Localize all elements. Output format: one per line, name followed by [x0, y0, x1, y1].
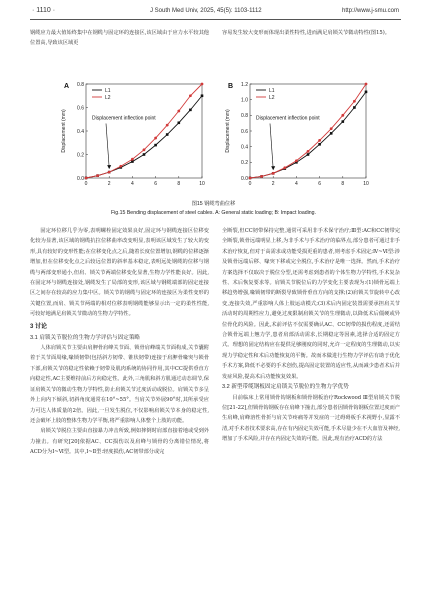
data-point-l1: [330, 132, 333, 135]
x-tick-label: 10: [199, 181, 205, 187]
paragraph: 人体肩锁关节主要由肩胛骨肩峰关节面、锁骨肩峰端关节面构成,关节囊附着于关节面周缘,喙锁韧带(包括斜方韧带、锥状韧带)连接于肩胛骨喙突与锁骨下部,肩锁关节的稳定性依赖于韧带及肌肉系统的协同作用,其中CC提供垂直方向稳定性,AC主要维持前后方向稳定性。此外,三角肌和斜方肌通过动态调节,保证肩锁关节的微动生物力学特性,防止肩锁关节过度活动或脱位。肩锁关节多呈外上向内下倾斜,切斜角度通常在10°~55°。当肩关节外展90°时,其所承受应力可达人体质量的2倍。因此,一旦发生脱位,不仅影响肩锁关节本身的稳定性,还会破坏上肢的整体生物力学平衡,将严重影响人体整个上肢的功能。: [30, 345, 209, 424]
paragraph: 目前临床上常用锁骨钩钢板和锁骨钢板治疗Rockwood Ⅲ型肩锁关节脱位[21-22],但锁骨钩钢板存在肩峰下撞击,部分患者因锁骨钩钢板位置过度而产生肩峰,肩峰溶性骨折与肩关节疼痛等并发症的一过碍碍板手术视野小,显露不清,对手术者技术要求高,存在有内固定失效可能,手术尽量少在不大血管及神经,增加了手术风险,并存在内固定失效的可能。因此,现有治疗ACD的方法: [222, 394, 400, 443]
data-point-l2: [201, 83, 204, 86]
data-point-l1: [131, 160, 134, 163]
data-point-l2: [353, 100, 356, 103]
legend-label: L2: [105, 94, 111, 101]
section-heading-discussion: 3 讨论: [30, 323, 48, 330]
x-tick-label: 2: [271, 181, 275, 187]
data-point-l2: [108, 171, 111, 174]
paragraph: 肩锁关节脱位主要由直接暴力冲击所致,例如摔倒时肩部直接着地或受到外力撞击。有研究[20]依据AC、CC损伤以及肩峰与锁骨的分离错位情况,将ACD分为Ⅰ~Ⅵ型。其中,Ⅰ~Ⅱ型:轻度损伤,AC韧带部分或完: [30, 428, 209, 456]
data-point-l1: [353, 106, 356, 109]
x-tick-label: 2: [107, 181, 111, 187]
data-point-l1: [201, 94, 204, 97]
data-point-l2: [249, 177, 252, 180]
data-point-l2: [260, 175, 263, 178]
data-point-l2: [341, 114, 344, 117]
data-point-l1: [318, 143, 321, 146]
legend-label: L1: [269, 87, 275, 94]
series-line-l2: [250, 84, 366, 178]
y-tick-label: 0.6: [241, 128, 248, 135]
journal-url[interactable]: http://www.j-smu.com: [341, 8, 399, 14]
paragraph: 钢缆应力最大值始终集中在钢缆与固定环的连接区,该区域由于应力水平较其他位置高,导致该区域更: [30, 30, 209, 47]
data-point-l2: [177, 110, 180, 113]
y-tick-label: 0.4: [77, 128, 84, 135]
y-axis-label: Displacement (mm): [61, 109, 67, 153]
x-tick-label: 0: [248, 181, 252, 187]
data-point-l1: [189, 109, 192, 112]
annotation-arrow: [106, 123, 109, 168]
y-tick-label: 0.8: [77, 81, 84, 88]
annotation-label: Displacement inflection point: [256, 115, 320, 122]
y-tick-label: 0.2: [77, 152, 84, 159]
subsection-heading-3-1: 3.1 肩锁关节脱位的生物力学评估与固定策略: [30, 334, 141, 341]
y-tick-label: 1.0: [241, 97, 248, 104]
paragraph: 全断裂,但CC韧带保持完整,通常可采用非手术保守治疗;Ⅲ型:AC和CC韧带完全断裂,锁骨远端明显上移,为非手术与手术治疗的临界点,部分患者可通过非手术治疗恢复,但对于高需求或功能受损更重的患者,则考虑手术固定;Ⅳ~Ⅵ型:涉及锁骨远端后移、喙突下移或完全脱位,手术治疗是唯一选择。然而,手术治疗方案选择不仅取决于脱位分型,还需考虑到患者的个体生物力学特性,手术复杂性、术后恢复要求等。肩锁关节脱位后的力学变化主要表现为:(1)锁骨远端上移趋势增强,喙锁韧带的断裂导致锁骨垂直方向的支撑;(2)肩锁关节旋转中心改变,连接失效,严重影响人体上肢运动模式;(3)术后内固定装置需要承担肩关节活动时的周期性应力,避免过度限制肩锁关节的生理微动,以降低术后僵硬或异位骨化的风险。因此,术前评估不仅需要确认AC、CC韧带的损伤程度,还需结合锁骨远端上翘力学,患者肩部活动需求,长期稳定等因素,选择合适的固定方式。理想的固定结构应在提供足够刚度的同时,允许一定程度的生理微动,以实现力学稳定性和术后功能恢复的平衡。故而本做进行生物力学评估有助于优化手术方案,降低不必要的手术创伤,提高固定装置的适应性,从而减少患者术后并发症风险,提高术后功能恢复效果。: [222, 228, 400, 380]
data-point-l2: [96, 174, 99, 177]
x-tick-label: 0: [84, 181, 88, 187]
page-number: · 1110 ·: [32, 7, 56, 14]
y-tick-label: 0.0: [241, 175, 248, 182]
data-point-l1: [342, 120, 345, 123]
chart-panel-a: [58, 78, 208, 198]
annotation-arrowhead: [271, 166, 275, 170]
data-point-l1: [154, 144, 157, 147]
right-column: [222, 226, 400, 445]
x-tick-label: 4: [295, 181, 298, 187]
x-tick-label: 10: [363, 181, 369, 187]
paragraph: 固定环位移几乎为零,表明螺栓固定效果良好,固定环与钢缆连接区位移变化较为显著,该区域的钢缆抗拉位移曲率改变明显,表明该区域发生了较大的变形,具有较好的变形性能;在位移变化点之后,随着长度位置增加,钢缆的位移逐渐增加,但在位移变化点之后较远位置的斜率基本稳定,表明远处钢缆的位移与钢缆与两部变形通小,但肩、锁关节两端位移变化显著,生物力学性能良好。因此,在固定环与钢缆连接处,钢缆发生了局部的变形,该区域与钢缆端部的固定连接区之间存在较高的应力集中区。锁关节的钢缆与固定环的连接区为柔性变形的关键位置,而肩、锁关节两端的相对位移表明钢缆能够显示出一定的柔性性能,可较好地满足肩锁关节微动的生物力学特性。: [30, 228, 209, 318]
series-line-l1: [86, 96, 202, 178]
paragraph: 容易发生较大变形而体现出柔性特性,进而满足肩锁关节微动特性(图15)。: [222, 30, 390, 36]
data-point-l2: [295, 159, 298, 162]
data-point-l2: [272, 172, 275, 175]
data-point-l2: [283, 166, 286, 169]
data-point-l2: [119, 165, 122, 168]
data-point-l2: [143, 148, 146, 151]
data-point-l1: [307, 153, 310, 156]
series-line-l2: [86, 84, 202, 178]
annotation-arrow: [270, 123, 273, 169]
top-text-left: [30, 28, 209, 49]
y-tick-label: 0.4: [241, 144, 248, 151]
data-point-l2: [131, 158, 134, 161]
y-axis-label: Displacement (mm): [225, 109, 231, 153]
panel-letter: A: [64, 83, 70, 90]
running-header: [0, 6, 427, 22]
x-tick-label: 8: [341, 181, 345, 187]
y-tick-label: 0.0: [77, 175, 84, 182]
data-point-l2: [154, 137, 157, 140]
y-tick-label: 0.6: [77, 105, 84, 112]
data-point-l2: [189, 94, 192, 97]
annotation-label: Displacement inflection point: [92, 115, 156, 122]
data-point-l1: [178, 121, 181, 124]
data-point-l1: [143, 153, 146, 156]
data-point-l2: [318, 139, 321, 142]
panel-letter: B: [228, 83, 234, 90]
x-tick-label: 8: [177, 181, 181, 187]
figure-caption-en: Fig.15 Bending displacement of steel cables. A: General static loading; B: Impact loading.: [110, 210, 317, 216]
plot-frame: [250, 84, 366, 178]
data-point-l2: [330, 127, 333, 130]
data-point-l2: [166, 124, 169, 127]
y-tick-label: 0.2: [241, 160, 248, 167]
x-tick-label: 6: [318, 181, 321, 187]
data-point-l2: [85, 177, 88, 180]
y-tick-label: 1.2: [241, 81, 248, 88]
x-tick-label: 6: [154, 181, 157, 187]
left-column: [30, 226, 209, 458]
journal-citation: J South Med Univ, 2025, 45(5): 1103-1112: [150, 8, 262, 14]
y-tick-label: 0.8: [241, 113, 248, 120]
annotation-arrowhead: [107, 165, 111, 169]
top-text-right: [222, 28, 400, 38]
data-point-l2: [365, 83, 368, 86]
series-line-l1: [250, 92, 366, 178]
data-point-l1: [365, 91, 368, 94]
legend-label: L1: [105, 87, 111, 94]
data-point-l2: [307, 150, 310, 153]
x-tick-label: 4: [131, 181, 134, 187]
header-rule: [30, 19, 401, 20]
subsection-heading-3-2: 3.2 新型带缆钢板固定肩锁关节脱位的生物力学优势: [222, 384, 349, 391]
figure-caption-cn: 图15 钢缆弯曲位移: [191, 201, 236, 207]
chart-panel-b: [222, 78, 372, 198]
plot-frame: [86, 84, 202, 178]
data-point-l1: [166, 133, 169, 136]
legend-label: L2: [269, 94, 275, 101]
